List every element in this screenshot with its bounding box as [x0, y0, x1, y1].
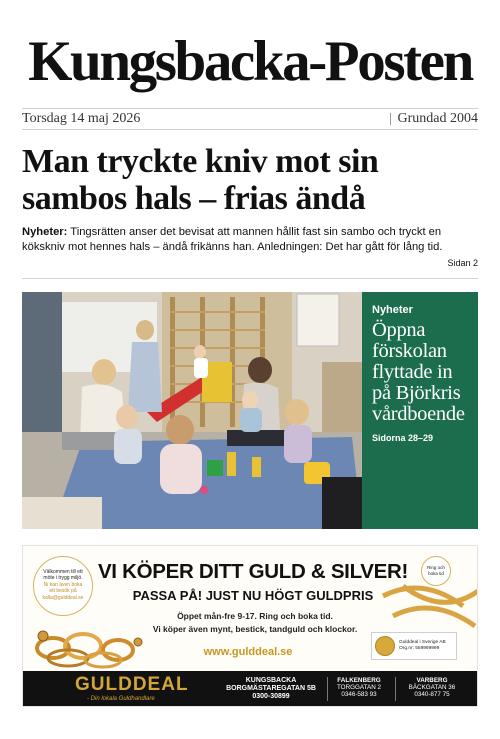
badge-line: Org.nr: 559999999 — [399, 646, 440, 651]
bubble-left-line: ett besök på — [49, 588, 77, 595]
masthead-title[interactable]: Kungsbacka-Posten — [28, 30, 472, 93]
call-bubble — [421, 556, 451, 586]
bubble-left-line: Välkommen till ett — [43, 569, 83, 575]
ad-headline-main: VI KÖPER DITT GULD & — [97, 560, 331, 583]
teaser-box[interactable] — [362, 292, 478, 529]
lead-summary[interactable] — [22, 225, 480, 255]
bubble-right-line: boka tid — [428, 570, 444, 576]
ad-subheadline: PASSA PÅ! JUST NU HÖGT GULDPRIS — [132, 588, 374, 603]
teaser-title: Öppna förskolan flyttade in på Björkris vårdboende — [372, 319, 465, 425]
location-street: TORGGATAN 2 — [336, 684, 382, 691]
gold-buyer-ad[interactable] — [22, 545, 478, 707]
badge-text — [399, 640, 446, 652]
dateline-divider — [390, 113, 391, 125]
location-varberg — [397, 677, 467, 698]
ad-brand: GULDDEAL — [75, 674, 189, 695]
location-city: FALKENBERG — [337, 677, 381, 684]
teaser-section: Nyheter — [372, 304, 413, 316]
ad-hours — [105, 610, 405, 636]
founded-year: Grundad 2004 — [397, 111, 478, 126]
location-falkenberg — [327, 677, 391, 698]
preschool-photo-image — [22, 292, 362, 529]
location-phone: 0346-583 93 — [341, 691, 377, 698]
lead-headline[interactable]: Man tryckte kniv mot sin sambos hals – frias ändå — [22, 143, 379, 217]
gold-coin-icon — [375, 636, 395, 656]
ad-tagline: - Din lokala Guldhandlare — [87, 696, 155, 702]
bubble-left-line: kalla@gulddeal.se — [42, 594, 84, 601]
bubble-right-line: Ring och — [427, 565, 445, 570]
ad-footer-bar — [23, 671, 478, 707]
badge-line: Gulddeal i Sverige AB — [399, 640, 446, 645]
ad-website-link[interactable]: www.gulddeal.se — [203, 646, 293, 658]
welcome-bubble — [33, 556, 93, 616]
section-divider — [22, 278, 478, 279]
location-street: BORGMÄSTAREGATAN 5B — [226, 685, 316, 692]
location-street: BÄCKGATAN 36 — [408, 684, 456, 691]
lead-text: Tingsrätten anser det bevisat att mannen hållit fast sin sambo och tryckt en kökskniv mot hennes hals – ändå frikänns han. Anledningen: Det har gått för lång tid. — [22, 226, 443, 253]
location-phone: 0340-877 75 — [414, 691, 450, 698]
ad-hours-line: Vi köper även mynt, bestick, tandguld och klockor. — [152, 624, 358, 634]
issue-date: Torsdag 14 maj 2026 — [22, 111, 141, 126]
bubble-left-line: möte i trygg miljö. — [43, 575, 83, 582]
lead-kicker: Nyheter: — [22, 226, 68, 238]
ad-headline — [95, 560, 411, 584]
location-city: KUNGSBACKA — [245, 677, 297, 684]
lead-page-ref: Sidan 2 — [447, 258, 478, 268]
location-kungsbacka — [219, 677, 323, 701]
ad-hours-line: Öppet mån-fre 9-17. Ring och boka tid. — [177, 611, 333, 621]
preschool-photo[interactable] — [22, 292, 362, 529]
founded-info — [390, 111, 479, 127]
location-phone: 0300-30899 — [252, 693, 290, 700]
location-city: VARBERG — [416, 677, 448, 684]
location-divider — [395, 677, 396, 701]
teaser-pages: Sidorna 28–29 — [372, 433, 434, 443]
company-badge — [371, 632, 457, 660]
dateline — [22, 108, 478, 130]
ad-headline-silver: SILVER! — [330, 560, 409, 583]
bubble-left-line: Ni kan även boka — [43, 581, 83, 588]
